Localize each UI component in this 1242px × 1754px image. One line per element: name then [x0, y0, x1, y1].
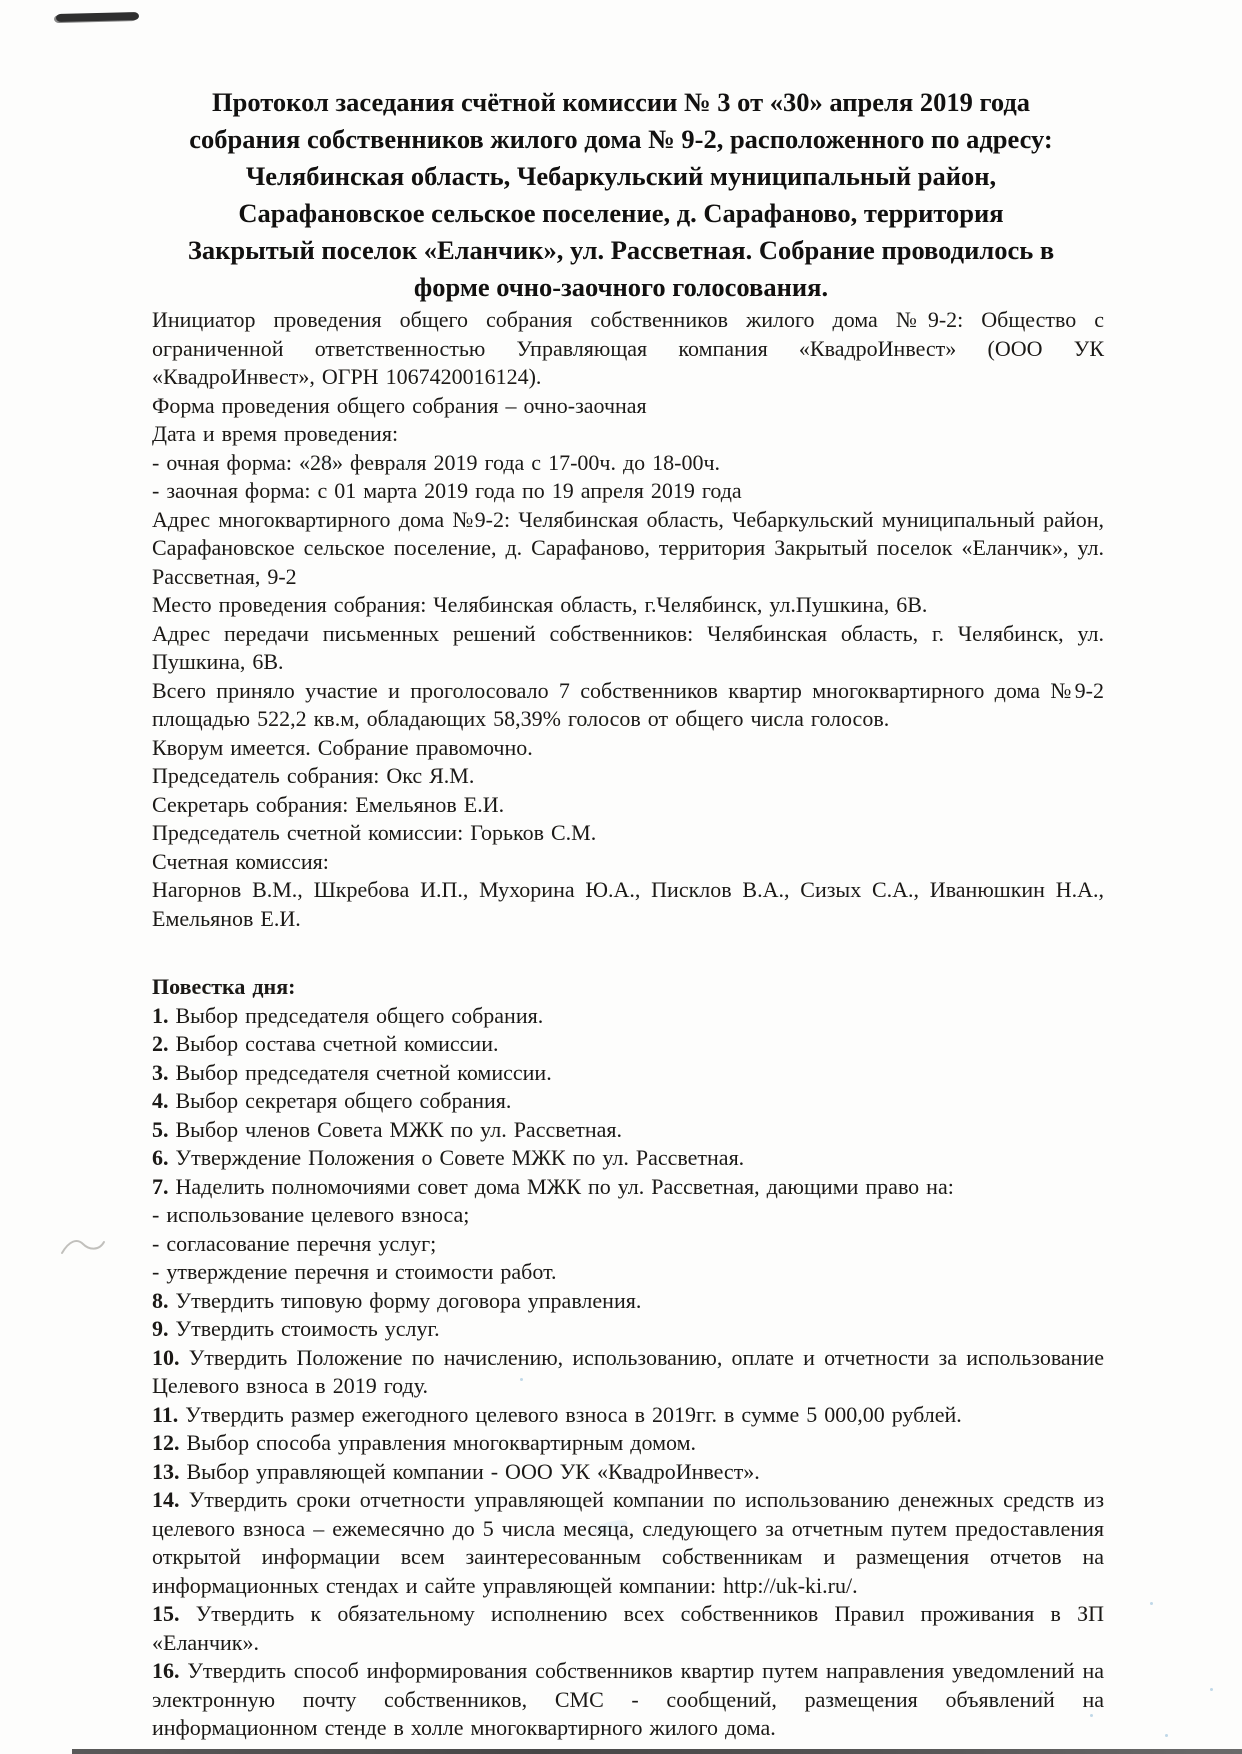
paragraph-quorum: Кворум имеется. Собрание правомочно. — [152, 734, 533, 760]
agenda-item-number: 14. — [152, 1487, 180, 1512]
agenda-subitem-services-list: - согласование перечня услуг; — [152, 1230, 437, 1256]
agenda-item-text: Утвердить к обязательному исполнению всех собственников Правил проживания в ЗП «Еланчик». — [152, 1601, 1105, 1655]
agenda-item-text: Выбор состава счетной комиссии. — [175, 1031, 499, 1056]
agenda-item-5 — [152, 1116, 1104, 1145]
paragraph-zaochnaya-forma: - заочная форма: с 01 марта 2019 года по 19 апреля 2019 года — [152, 478, 742, 503]
document-title-line: Протокол заседания счётной комиссии № 3 от «30» апреля 2019 года — [211, 87, 1030, 117]
agenda-item-4 — [152, 1087, 1104, 1116]
paragraph-participation: Всего приняло участие и проголосовало 7 собственников квартир многоквартирного дома №9-2 площадью 522,2 кв.м, обладающих 58,39% голосов от общего числа голосов. — [152, 677, 1104, 731]
paragraph-count-chairman: Председатель счетной комиссии: Горьков С.М. — [152, 820, 597, 845]
agenda-item-number: 8. — [152, 1287, 169, 1313]
agenda-item-text: Утверждение Положения о Совете МЖК по ул. Рассветная. — [175, 1145, 745, 1170]
agenda-item-text: Выбор способа управления многоквартирным домом. — [186, 1430, 696, 1455]
paragraph-form: Форма проведения общего собрания – очно-заочная — [152, 392, 647, 418]
agenda-item-12 — [152, 1429, 1104, 1458]
agenda-item-text: Выбор управляющей компании - ООО УК «КвадроИнвест». — [186, 1458, 760, 1484]
agenda-item-2 — [152, 1030, 1104, 1059]
pencil-mark — [60, 1234, 106, 1265]
agenda-item-text: Выбор секретаря общего собрания. — [175, 1088, 512, 1113]
document-title — [100, 84, 1142, 306]
agenda-item-number: 13. — [152, 1458, 180, 1484]
agenda-item-6 — [152, 1144, 1104, 1173]
scan-speckle — [1165, 1734, 1168, 1737]
agenda-item-text: Утвердить Положение по начислению, использованию, оплате и отчетности за использование Целевого взноса в 2019 году. — [152, 1344, 1104, 1398]
agenda-item-text: Выбор председателя общего собрания. — [175, 1002, 544, 1028]
agenda-subitem-target-fee: - использование целевого взноса; — [152, 1202, 470, 1227]
paragraph-chairman: Председатель собрания: Окс Я.М. — [152, 763, 475, 788]
agenda-item-3 — [152, 1059, 1104, 1088]
agenda-item-text: Утвердить стоимость услуг. — [175, 1316, 440, 1341]
document-body — [152, 306, 1104, 1743]
agenda-item-text: Утвердить типовую форму договора управления. — [175, 1287, 642, 1313]
agenda-item-number: 7. — [152, 1173, 169, 1199]
agenda-item-number: 2. — [152, 1031, 169, 1056]
agenda-item-8 — [152, 1287, 1104, 1316]
document-title-line: Сарафановское сельское поселение, д. Сарафаново, территория — [238, 198, 1004, 228]
paragraph-commission-label: Счетная комиссия: — [152, 848, 329, 874]
agenda-item-text: Выбор членов Совета МЖК по ул. Рассветная. — [175, 1116, 623, 1142]
agenda-heading: Повестка дня: — [152, 974, 296, 999]
paragraph-meeting-place: Место проведения собрания: Челябинская область, г.Челябинск, ул.Пушкина, 6В. — [152, 592, 928, 617]
paragraph-address: Адрес многоквартирного дома №9-2: Челябинская область, Чебаркульский муниципальный район, Сарафановское сельское поселение, д. Сарафаново, территория Закрытый поселок «Еланчик», ул. Рассветная, 9-2 — [152, 506, 1104, 589]
scan-artifact-mark — [56, 12, 139, 22]
agenda-item-7 — [152, 1173, 1104, 1202]
agenda-item-text: Утвердить способ информирования собственников квартир путем направления уведомлений на электронную почту собственников, СМС - сообщений, размещения объявлений на информационном стенде в холле многоквартирного жилого дома. — [152, 1658, 1104, 1740]
agenda-item-15 — [152, 1600, 1104, 1657]
agenda-item-9 — [152, 1315, 1104, 1344]
document-title-line: форме очно-заочного голосования. — [413, 272, 829, 302]
document-title-line: Челябинская область, Чебаркульский муниципальный район, — [245, 161, 997, 191]
agenda-item-number: 3. — [152, 1059, 169, 1085]
paragraph-ochnaya-forma: - очная форма: «28» февраля 2019 года с 17-00ч. до 18-00ч. — [152, 449, 721, 475]
agenda-item-14 — [152, 1486, 1104, 1600]
paragraph-decisions-address: Адрес передачи письменных решений собственников: Челябинская область, г. Челябинск, ул. Пушкина, 6В. — [152, 620, 1104, 674]
agenda-item-10 — [152, 1344, 1104, 1401]
agenda-item-number: 15. — [152, 1601, 180, 1626]
scan-speckle — [1210, 1688, 1213, 1691]
agenda-item-number: 4. — [152, 1088, 169, 1113]
agenda-item-11 — [152, 1401, 1104, 1430]
agenda-item-number: 5. — [152, 1116, 169, 1142]
agenda-item-number: 10. — [152, 1344, 180, 1370]
paragraph-datetime: Дата и время проведения: — [152, 421, 399, 446]
paragraph-secretary: Секретарь собрания: Емельянов Е.И. — [152, 791, 505, 817]
agenda-item-text: Утвердить размер ежегодного целевого взноса в 2019гг. в сумме 5 000,00 рублей. — [185, 1401, 962, 1427]
agenda-item-number: 6. — [152, 1145, 169, 1170]
scanner-edge-strip — [72, 1749, 1242, 1754]
agenda-item-number: 1. — [152, 1002, 169, 1028]
agenda-item-13 — [152, 1458, 1104, 1487]
scan-speckle — [1150, 1602, 1153, 1605]
agenda-subitem-works-cost: - утверждение перечня и стоимости работ. — [152, 1259, 557, 1284]
agenda-item-text: Выбор председателя счетной комиссии. — [175, 1059, 552, 1085]
agenda-item-text: Наделить полномочиями совет дома МЖК по ул. Рассветная, дающими право на: — [175, 1173, 954, 1199]
document-title-line: Закрытый поселок «Еланчик», ул. Рассветная. Собрание проводилось в — [187, 235, 1055, 265]
agenda-item-1 — [152, 1002, 1104, 1031]
paragraph-commission-members: Нагорнов В.М., Шкребова И.П., Мухорина Ю.А., Писклов В.А., Сизых С.А., Иванюшкин Н.А., Емельянов Е.И. — [152, 877, 1104, 931]
agenda-item-number: 16. — [152, 1658, 180, 1683]
document-title-line: собрания собственников жилого дома № 9-2, расположенного по адресу: — [189, 124, 1053, 154]
agenda-item-text: Утвердить сроки отчетности управляющей компании по использованию денежных средств из целевого взноса – ежемесячно до 5 числа месяца, следующего за отчетным путем предоставления открытой информации всем заинтересованным собственникам и размещения отчетов на информационных стендах и сайте управляющей компании: http://uk-ki.ru/. — [152, 1487, 1105, 1598]
agenda-item-number: 11. — [152, 1401, 179, 1427]
agenda-item-number: 12. — [152, 1430, 180, 1455]
agenda-item-number: 9. — [152, 1316, 169, 1341]
paragraph-initiator: Инициатор проведения общего собрания собственников жилого дома №9-2: Общество с ограниченной ответственностью Управляющая компания «КвадроИнвест» (ООО УК «КвадроИнвест», ОГРН 1067420016124). — [152, 307, 1104, 389]
agenda-item-16 — [152, 1657, 1104, 1743]
